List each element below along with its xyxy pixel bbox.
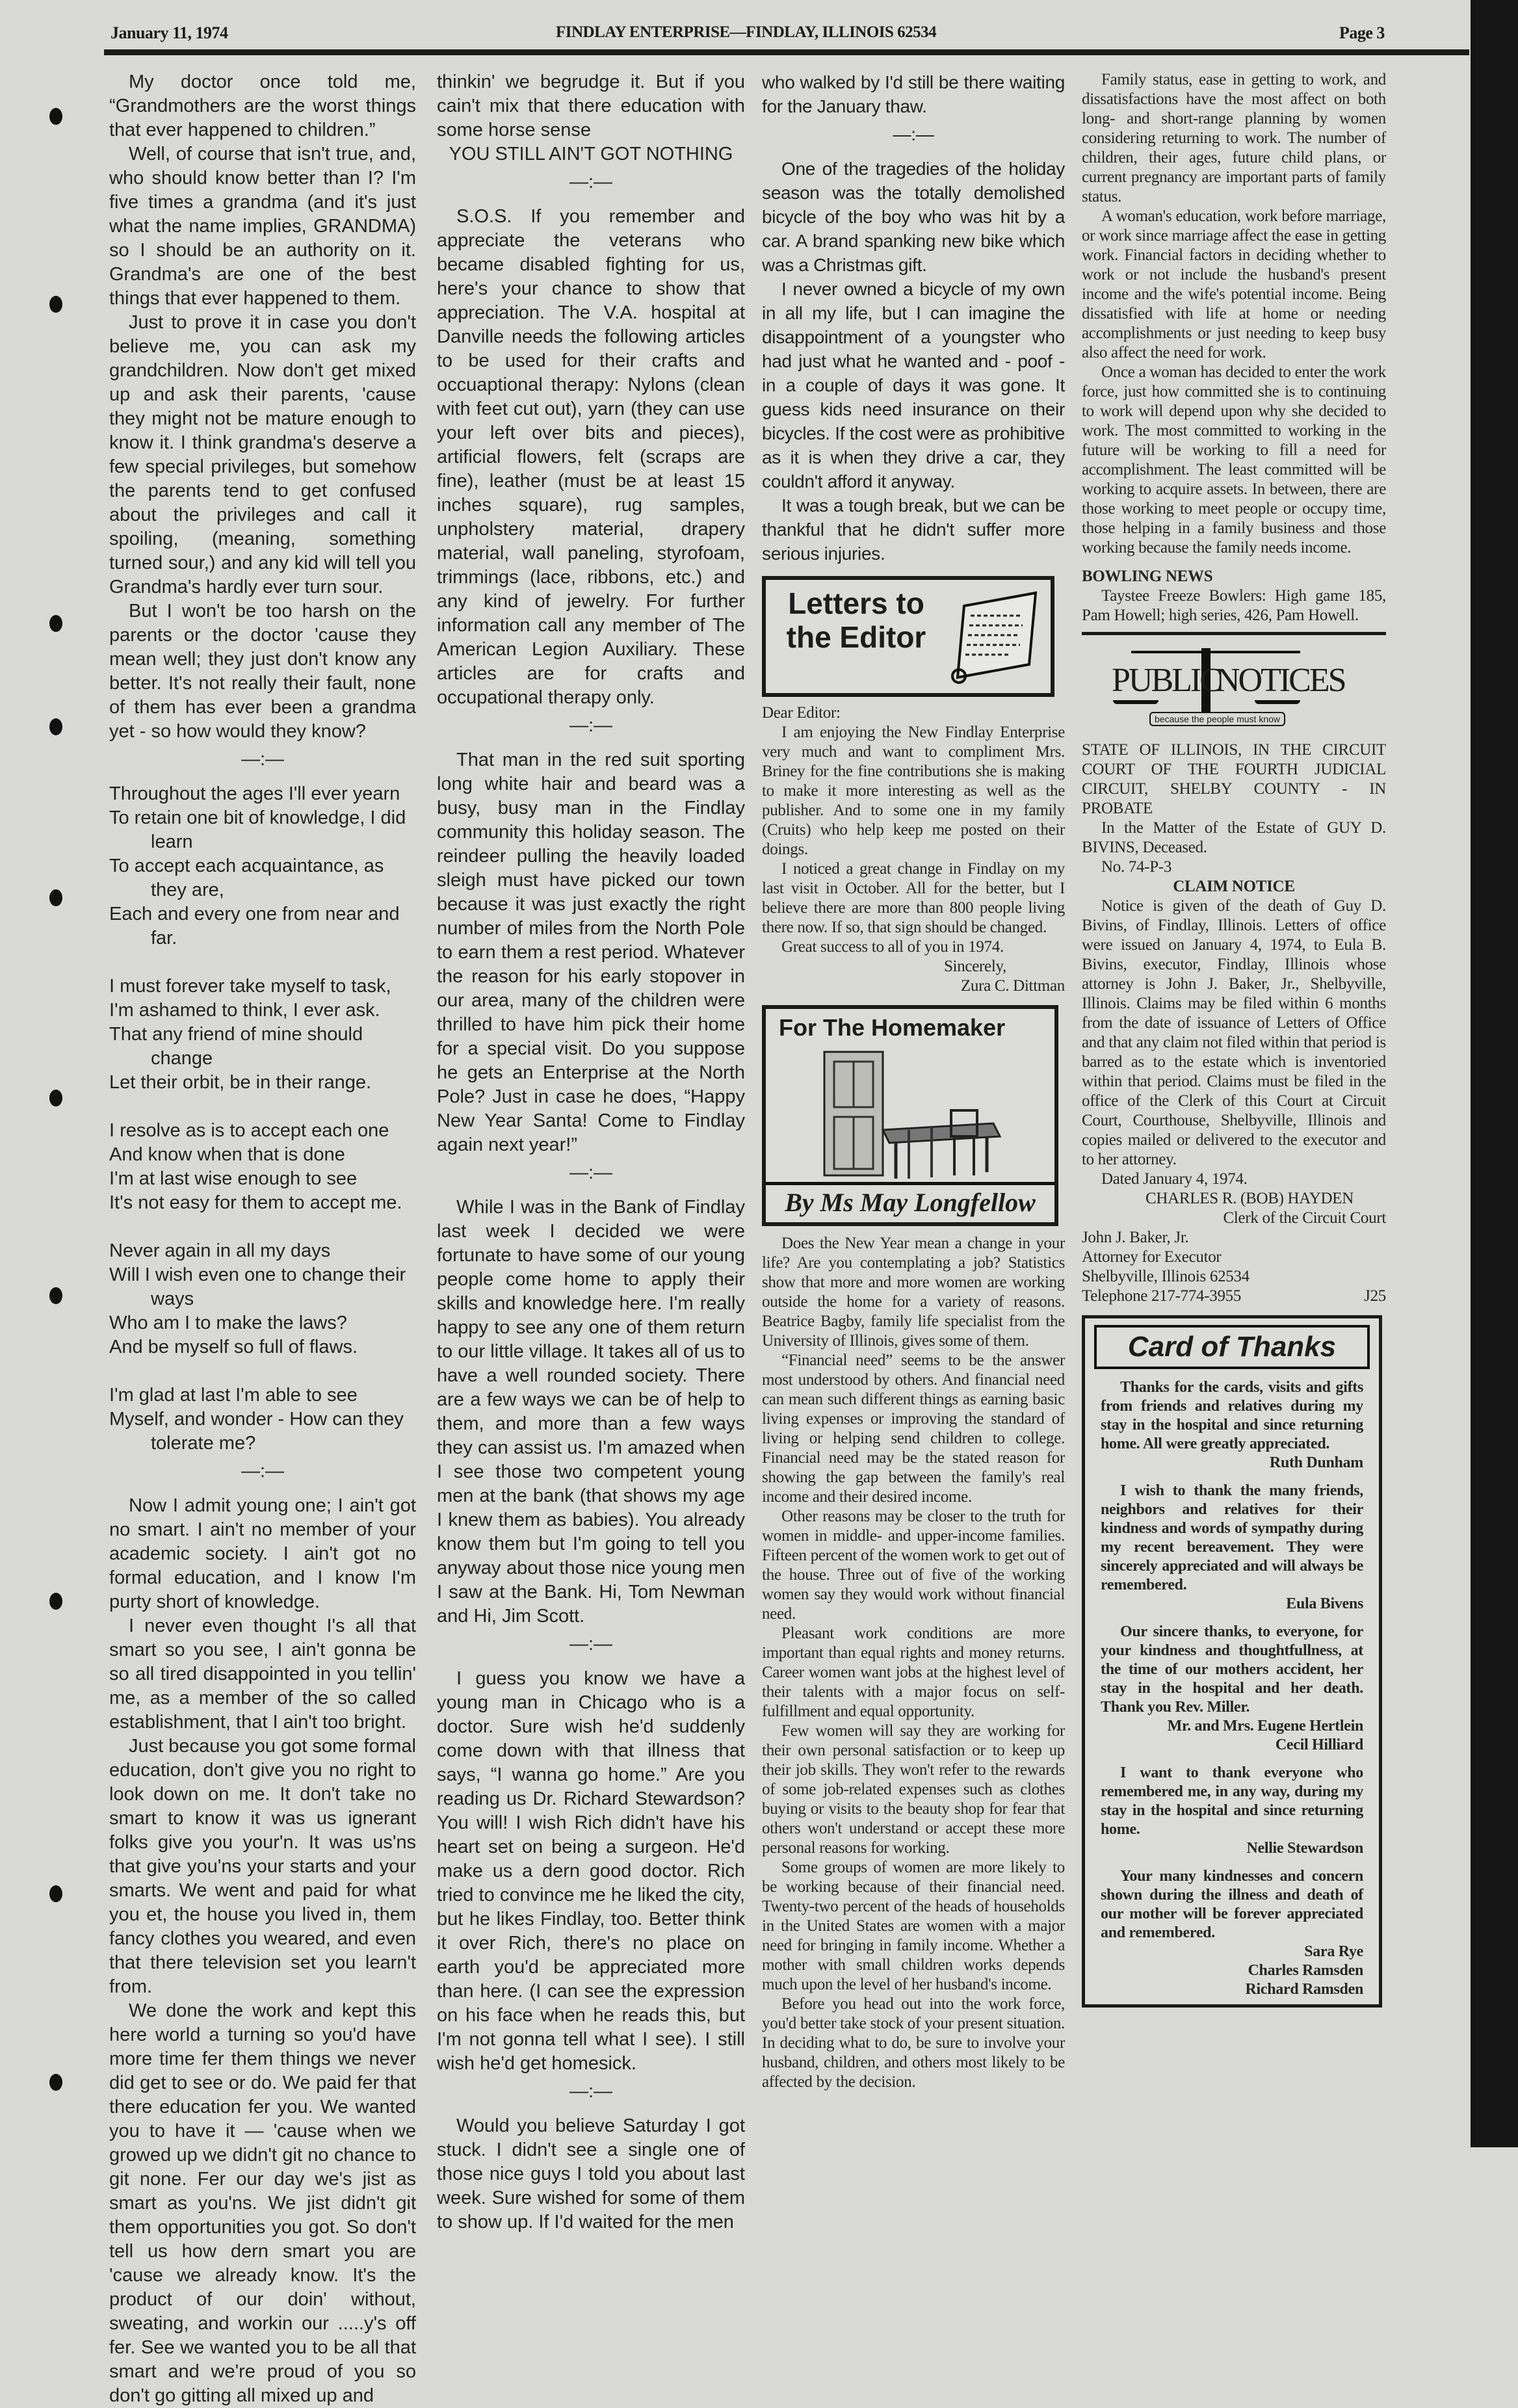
paragraph: Pleasant work conditions are more important than equal rights and money returns. Career women want jobs at the highest level of their talents with a major focus on self-fulfillment and equal opportunity. [762, 1625, 1065, 1720]
paragraph: One of the tragedies of the holiday season was the totally demolished bicycle of the boy who was hit by a car. A brand spanking new bike which was a Christmas gift. [762, 159, 1065, 275]
column-grandmothers [109, 70, 416, 2408]
bowling-heading: BOWLING NEWS [1082, 568, 1213, 585]
attorney-name: John J. Baker, Jr. [1082, 1229, 1189, 1246]
thanks-message: Your many kindnesses and concern shown during the illness and death of our mother will be forever appreciated and remembered. [1101, 1868, 1363, 1941]
punch-hole [49, 108, 62, 125]
paragraph: Now I admit young one; I ain't got no smart. I ain't no member of your academic society. I ain't got no formal education, and I know I'm purty short of knowledge. [109, 1495, 416, 1612]
poem-line: Will I wish even one to change their ways [109, 1264, 406, 1309]
paragraph: That man in the red suit sporting long white hair and beard was a busy, busy man in the Findlay community this holiday season. The reindeer pulling the heavily loaded sleigh must have picked our town because it was just exactly the right number of miles from the North Pole to earn them a rest period. Whatever the reason for his early stopover in our area, many of the children were thrilled to have him pick their home for a special visit. Do you suppose he gets an Enterprise at the North Pole? Just in case he does, “Happy New Year Santa! Come to Findlay again next year!” [437, 750, 745, 1155]
attorney-telephone: Telephone 217-774-3955 [1082, 1287, 1242, 1305]
column-four [1082, 70, 1386, 2008]
poem-line: Each and every one from near and far. [109, 904, 400, 949]
poem-line: Never again in all my days [109, 1240, 331, 1261]
paragraph: Before you head out into the work force, you'd better take stock of your present situation. In deciding what to do, be sure to involve your husband, children, and others most likely to be affected by the decision. [762, 1995, 1065, 2091]
poem [109, 782, 416, 1456]
separator: —:— [569, 172, 613, 192]
bowling-results: Taystee Freeze Bowlers: High game 185, Pam Howell; high series, 426, Pam Howell. [1082, 587, 1386, 624]
thanks-message: Our sincere thanks, to everyone, for your kindness and thoughtfullness, at the time of our mothers accident, her stay in the hospital and her death. Thank you Rev. Miller. [1101, 1623, 1363, 1716]
punch-hole [49, 1885, 62, 1902]
paragraph: We done the work and kept this here world a turning so you'd have more time fer them things we never did get to see or do. We paid fer that there education fer you. We wanted you to have it — 'cause when we growed up we didn't git no chance to git none. Fer our day we's jist as smart as you'ns. We jist didn't git them opportunities you got. So don't tell us how dern smart you are 'cause we already know. It's the product of our doin' without, sweating, and workin our .....y's off fer. See we wanted you to be all that smart and we're proud of you so don't go gitting all mixed up and [109, 2000, 416, 2406]
thanks-signer: Charles Ramsden [1248, 1962, 1363, 1979]
separator: —:— [569, 1162, 613, 1183]
paragraph: But I won't be too harsh on the parents or the doctor 'cause they mean well; they just don't know any better. It's not really their fault, none of them has ever been a grandma yet - so how would they know? [109, 601, 416, 742]
thanks-signer: Nellie Stewardson [1246, 1840, 1363, 1857]
article-continued [1082, 70, 1386, 625]
separator: —:— [241, 1461, 285, 1482]
thanks-signer: Eula Bivens [1286, 1595, 1363, 1612]
paragraph: Family status, ease in getting to work, and dissatisfactions have the most affect on both long- and short-range planning by women considering returning to work. The number of children, their ages, future child plans, or current pregnancy are important parts of family status. [1082, 71, 1386, 205]
card-of-thanks-title: Card of Thanks [1094, 1325, 1370, 1369]
scanner-edge [1471, 0, 1518, 2147]
letter-salutation: Dear Editor: [762, 704, 841, 722]
punch-hole [49, 1287, 62, 1304]
header-rule [104, 49, 1469, 55]
letters-title: Letters to the Editor [786, 586, 926, 654]
thanks-message: I wish to thank the many friends, neighbors and relatives for their kindness and words of sympathy during my recent bereavement. They were sincerely appreciated and will always be remembered. [1101, 1482, 1363, 1593]
paragraph: A woman's education, work before marriage, or work since marriage affect the ease in getting work. Financial factors in deciding whether to work or not include the husband's present income and the wife's potential income. Being dissatisfied with life at home or needing accomplishments or just needing to keep busy also affect the need for work. [1082, 207, 1386, 361]
column-continued [437, 70, 745, 2234]
poem-line: I'm at last wise enough to see [109, 1168, 358, 1189]
paragraph: S.O.S. If you remember and appreciate the veterans who became disabled fighting for us, here's your chance to show that appreciation. The V.A. hospital at Danville needs the following articles to be used for their crafts and occuaptional therapy: Nylons (clean with feet cut out), yarn (they can use your left over bits and pieces), artificial flowers, felt (scraps are fine), leather (must be at least 15 inches square), rug samples, unpholstery material, drapery material, wall paneling, styrofoam, trimmings (lace, ribbons, etc.) and any kind of jewelry. For further information call any member of The American Legion Auxiliary. These articles are for crafts and occupational therapy only. [437, 206, 745, 708]
paragraph: thinkin' we begrudge it. But if you cain't mix that there education with some horse sense [437, 72, 745, 140]
homemaker-article [762, 1234, 1065, 2092]
scroll-icon [945, 586, 1049, 690]
paragraph: I am enjoying the New Findlay Enterprise very much and want to compliment Mrs. Briney for the fine contributions she is making to make it more interesting as well as the publisher. And to some one in my family (Cruits) who help keep me posted on their doings. [762, 724, 1065, 858]
paragraph: “Financial need” seems to be the answer most understood by others. And financial need can mean such different things as earning basic living expenses or improving the standard of living or helping send children to college. Financial need may be the stated reason for showing the gap between the family's real income and their desired income. [762, 1352, 1065, 1506]
masthead: FINDLAY ENTERPRISE—FINDLAY, ILLINOIS 62534 [556, 23, 937, 41]
paragraph: Well, of course that isn't true, and, who should know better than I? I'm five times a grandma (and it's just what the name implies, GRANDMA) so I should be an authority on it. Grandma's are one of the best things that ever happened to them. [109, 144, 416, 309]
homemaker-byline: By Ms May Longfellow [766, 1182, 1054, 1222]
attorney-city: Shelbyville, Illinois 62534 [1082, 1268, 1250, 1285]
punch-hole [49, 1090, 62, 1106]
paragraph: Would you believe Saturday I got stuck. I didn't see a single one of those nice guys I told you about last week. Sure wished for some of them to show up. If I'd waited for the men [437, 2115, 745, 2232]
column-three [762, 70, 1065, 2092]
notice-code: J25 [1364, 1287, 1386, 1305]
public-notices-logo: PUBLIC NOTICES because the people must know [1105, 648, 1365, 729]
separator: —:— [569, 1634, 613, 1655]
thanks-message: I want to thank everyone who remembered me, in any way, during my stay in the hospital and since returning home. [1101, 1764, 1363, 1838]
paragraph: who walked by I'd still be there waiting for the January thaw. [762, 72, 1065, 116]
dining-room-illustration [811, 1045, 1006, 1182]
thanks-signer: Ruth Dunham [1269, 1454, 1363, 1471]
poem-line: To retain one bit of knowledge, I did learn [109, 807, 406, 852]
paragraph: Just to prove it in case you don't believe me, you can ask my grandchildren. Now don't get mixed up and ask their parents, 'cause they might not be mature enough to know it. I think grandma's deserve a few special privileges, but somehow the parents tend to get confused about the privileges and call it spoiling, (meaning, something turned sour,) and any kid will tell you Grandma's hardly ever turn sour. [109, 312, 416, 597]
claim-notice [1082, 740, 1386, 1306]
poem-line: And be myself so full of flaws. [109, 1337, 358, 1357]
thanks-signer: Mr. and Mrs. Eugene Hertlein [1167, 1718, 1363, 1734]
issue-date: January 11, 1974 [111, 23, 228, 42]
punch-hole [49, 296, 62, 313]
poem-line: That any friend of mine should change [109, 1024, 363, 1069]
poem-line: Let their orbit, be in their range. [109, 1072, 372, 1093]
clerk-title: Clerk of the Circuit Court [1223, 1209, 1386, 1227]
poem-line: And know when that is done [109, 1144, 345, 1165]
poem-line: I must forever take myself to task, [109, 976, 391, 997]
paragraph: I never owned a bicycle of my own in all my life, but I can imagine the disappointment of a youngster who had just what he wanted and - poof - in a couple of days it was gone. It guess kids need insurance on their bicycles. If the cost were as prohibitive as it is when they drive a car, they couldn't afford it anyway. [762, 279, 1065, 491]
poem-line: Who am I to make the laws? [109, 1313, 347, 1333]
punch-hole [49, 1593, 62, 1610]
paragraph: My doctor once told me, “Grandmothers are the worst things that ever happened to children.” [109, 72, 416, 140]
poem-line: It's not easy for them to accept me. [109, 1192, 402, 1213]
separator: —:— [241, 749, 285, 770]
paragraph: Does the New Year mean a change in your life? Are you contemplating a job? Statistics show that more and more women are working outside the home for a variety of reasons. Beatrice Bagby, family life specialist from the University of Illinois, gives some of them. [762, 1235, 1065, 1350]
section-rule [1082, 632, 1386, 635]
separator: —:— [569, 715, 613, 736]
paragraph: Once a woman has decided to enter the work force, just how committed she is to continuing to work will depend upon why she decided to work. The most committed to working in the future will be working to fill a need for accomplishment. The least committed will be working to acquire assets. In between, there are those working to meet people or occupy time, those helping in a family business and those working because the family needs income. [1082, 363, 1386, 556]
letters-to-editor-header [762, 576, 1054, 697]
notice-dated: Dated January 4, 1974. [1101, 1170, 1248, 1188]
paragraph: While I was in the Bank of Findlay last week I decided we were fortunate to have some of our young people come home to apply their skills and knowledge here. I'm really happy to see any one of them return to our little village. It takes all of us to have a well rounded society. There are a few ways we can be of help to them, and more than a few ways they can assist us. I'm amazed when I see those two competent young men at the bank (that shows my age I knew them as babies). You already know them but I'm going to tell you anyway about those nice young men I saw at the Bank. Hi, Tom Newman and Hi, Jim Scott. [437, 1197, 745, 1627]
letter-to-editor [762, 703, 1065, 996]
letter-signature: Zura C. Dittman [960, 977, 1065, 995]
paragraph: I never even thought I's all that smart so you see, I ain't gonna be so all tired disappointed in you tellin' me, as a member of the so called establishment, that I ain't too bright. [109, 1616, 416, 1733]
separator: —:— [569, 2081, 613, 2102]
poem-line: I'm glad at last I'm able to see [109, 1385, 358, 1406]
paragraph: It was a tough break, but we can be thankful that he didn't suffer more serious injuries. [762, 495, 1065, 564]
page-number: Page 3 [1339, 23, 1385, 42]
poem-line: To accept each acquaintance, as they are, [109, 856, 384, 900]
paragraph: Just because you got some formal education, don't give you no right to look down on me. It don't take no smart to know it was us ignerant folks give you your'n. It was us'ns that give you'ns your starts and your smarts. We went and paid for what you et, the house you lived in, them fancy clothes you weared, and even that there television set you learn't from. [109, 1736, 416, 1997]
court-heading: STATE OF ILLINOIS, IN THE CIRCUIT COURT OF THE FOURTH JUDICIAL CIRCUIT, SHELBY COUNTY - IN PROBATE [1082, 741, 1386, 817]
paragraph: Other reasons may be closer to the truth for women in middle- and upper-income families. Fifteen percent of the women work to get out of the house. Three out of five of the working women say they would work without financial need. [762, 1508, 1065, 1623]
punch-hole [49, 718, 62, 735]
punch-hole [49, 2074, 62, 2091]
paragraph: Few women will say they are working for their own personal satisfaction or to keep up their job skills. They won't refer to the rewards of some job-related expenses such as clothes buying or visits to the beauty shop for fear that others won't understand or accept these more personal reasons for working. [762, 1722, 1065, 1857]
card-of-thanks [1082, 1315, 1382, 2008]
poem-line: Throughout the ages I'll ever yearn [109, 783, 400, 804]
kicker-line: YOU STILL AIN'T GOT NOTHING [449, 144, 733, 164]
homemaker-title: For The Homemaker [779, 1014, 1006, 1041]
poem-line: I'm ashamed to think, I ever ask. [109, 1000, 380, 1021]
punch-hole [49, 615, 62, 632]
thanks-signer: Richard Ramsden [1245, 1981, 1363, 1998]
paragraph: I guess you know we have a young man in Chicago who is a doctor. Sure wish he'd suddenly come down with that illness that says, “I wanna go home.” Are you reading us Dr. Richard Stewardson? You will! I wish Rich didn't have his heart set on being a surgeon. He'd make us a dern good doctor. Rich tried to convince me he liked the city, but he likes Findlay, too. Better think it over Rich, there's no place on earth you'd be appreciated more than here. (I can see the expression on his face when he reads this, but I'm not gonna tell what I see). I still wish he'd get homesick. [437, 1668, 745, 2074]
separator: —:— [893, 124, 934, 144]
paragraph: Great success to all of you in 1974. [781, 938, 1004, 956]
estate-matter: In the Matter of the Estate of GUY D. BIVINS, Deceased. [1082, 819, 1386, 856]
thanks-signer: Cecil Hilliard [1275, 1736, 1363, 1753]
thanks-message: Thanks for the cards, visits and gifts from friends and relatives during my stay in the hospital and since returning home. All were greatly appreciated. [1101, 1379, 1363, 1452]
poem-line: I resolve as is to accept each one [109, 1120, 389, 1141]
case-number: No. 74-P-3 [1101, 858, 1172, 876]
column-bicycle [762, 70, 1065, 566]
paragraph: Some groups of women are more likely to be working because of their financial need. Twenty-two percent of the heads of households in the United States are women with a major need for bringing in family income. Whether a mother with small children works depends much upon the level of her husband's income. [762, 1859, 1065, 1993]
clerk-name: CHARLES R. (BOB) HAYDEN [1145, 1190, 1354, 1207]
poem-line: Myself, and wonder - How can they tolerate me? [109, 1409, 404, 1454]
letter-closing: Sincerely, [943, 958, 1006, 975]
notice-body: Notice is given of the death of Guy D. Bivins, of Findlay, Illinois. Letters of office were issued on January 4, 1974, to Eula B. Bivins, executor, Findlay, Illinois whose attorney is John J. Baker, Jr., Shelbyville, Illinois. Claims may be filed within 6 months from the date of issuance of Letters of Office and that any claim not filed within that period is barred as to the estate which is inventoried within that period. Claims must be filed in the office of the Clerk of this Court at Circuit Court, Courthouse, Shelbyville, Illinois and copies mailed or delivered to the executor and to her attorney. [1082, 897, 1386, 1168]
punch-hole [49, 889, 62, 906]
notice-title: CLAIM NOTICE [1173, 878, 1295, 895]
attorney-role: Attorney for Executor [1082, 1248, 1222, 1266]
thanks-signer: Sara Rye [1304, 1943, 1363, 1960]
homemaker-header [762, 1005, 1058, 1226]
paragraph: I noticed a great change in Findlay on my last visit in October. All for the better, but I believe there are more than 800 people living there now. If so, that sign should be changed. [762, 860, 1065, 936]
